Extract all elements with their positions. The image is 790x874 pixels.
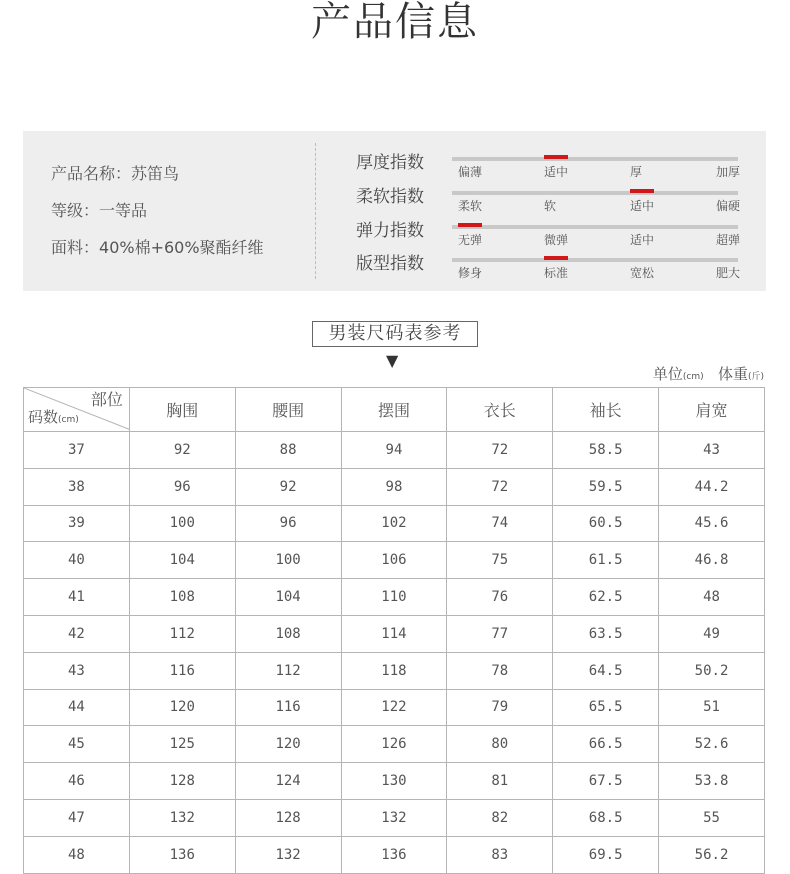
measurement-cell: 82 [447,799,553,836]
measurement-cell: 63.5 [553,615,659,652]
page-title: 产品信息 [311,0,479,45]
index-option: 超弹 [716,233,741,247]
measurement-cell: 88 [235,432,341,469]
size-table [23,387,765,874]
index-option: 加厚 [716,165,741,179]
measurement-cell: 56.2 [659,836,765,873]
measurement-cell: 55 [659,799,765,836]
measurement-cell: 64.5 [553,652,659,689]
unit-label: 单位 [652,365,683,383]
table-row [24,468,765,505]
size-chart-heading: 男装尺码表参考 [312,321,478,347]
index-fit [356,252,746,286]
measurement-cell: 120 [129,689,235,726]
measurement-cell: 43 [659,432,765,469]
product-info-panel [23,131,766,291]
column-header: 摆围 [341,388,447,432]
column-header: 袖长 [553,388,659,432]
index-marker [544,155,568,159]
measurement-cell: 120 [235,726,341,763]
measurement-cell: 69.5 [553,836,659,873]
measurement-cell: 96 [235,505,341,542]
index-option: 宽松 [630,266,655,280]
measurement-cell: 65.5 [553,689,659,726]
index-track [452,225,738,229]
measurement-cell: 132 [235,836,341,873]
grade-label: 等级： [51,201,100,220]
index-option: 柔软 [458,199,483,213]
measurement-cell: 100 [235,542,341,579]
table-row [24,652,765,689]
index-option: 偏硬 [716,199,741,213]
measurement-cell: 75 [447,542,553,579]
size-cell: 43 [24,652,130,689]
index-option: 修身 [458,266,483,280]
measurement-cell: 112 [235,652,341,689]
measurement-cell: 68.5 [553,799,659,836]
index-label: 弹力指数 [356,221,424,241]
size-cell: 41 [24,579,130,616]
product-name-value: 苏笛鸟 [131,164,180,183]
measurement-cell: 114 [341,615,447,652]
measurement-cell: 74 [447,505,553,542]
index-track [452,157,738,161]
measurement-cell: 52.6 [659,726,765,763]
measurement-cell: 46.8 [659,542,765,579]
index-option: 无弹 [458,233,483,247]
table-row [24,763,765,800]
table-corner-cell [24,388,130,432]
size-cell: 42 [24,615,130,652]
measurement-cell: 66.5 [553,726,659,763]
measurement-cell: 102 [341,505,447,542]
measurement-cell: 53.8 [659,763,765,800]
index-thickness [356,151,746,185]
measurement-cell: 60.5 [553,505,659,542]
index-options [452,264,742,284]
index-track [452,191,738,195]
table-row [24,836,765,873]
index-label: 版型指数 [356,254,424,274]
corner-top-label: 部位 [90,390,123,409]
index-option: 偏薄 [458,165,483,179]
column-header: 衣长 [447,388,553,432]
measurement-cell: 94 [341,432,447,469]
index-option: 厚 [630,165,643,179]
grade-line [51,198,264,235]
index-marker [544,256,568,260]
measurement-cell: 132 [129,799,235,836]
index-option: 肥大 [716,266,741,280]
fabric-value: 40%棉+60%聚酯纤维 [99,238,264,257]
index-marker [630,189,654,193]
fabric-label: 面料： [51,238,100,257]
measurement-cell: 92 [235,468,341,505]
index-option: 软 [544,199,557,213]
unit-value: (cm) [682,372,704,382]
measurement-cell: 100 [129,505,235,542]
table-row [24,432,765,469]
index-marker [458,223,482,227]
measurement-cell: 112 [129,615,235,652]
measurement-cell: 132 [341,799,447,836]
weight-unit: (斤) [747,372,764,382]
measurement-cell: 104 [129,542,235,579]
unit-note [653,365,764,386]
measurement-cell: 83 [447,836,553,873]
index-label: 柔软指数 [356,187,424,207]
column-header: 腰围 [235,388,341,432]
index-softness [356,185,746,219]
column-header: 肩宽 [659,388,765,432]
table-row [24,726,765,763]
measurement-cell: 106 [341,542,447,579]
product-name-line [51,161,264,198]
index-options [452,231,742,251]
measurement-cell: 136 [129,836,235,873]
down-arrow-icon: ▼ [386,351,399,370]
size-cell: 39 [24,505,130,542]
table-row [24,505,765,542]
measurement-cell: 128 [235,799,341,836]
size-cell: 37 [24,432,130,469]
measurement-cell: 77 [447,615,553,652]
measurement-cell: 50.2 [659,652,765,689]
table-row [24,689,765,726]
measurement-cell: 72 [447,468,553,505]
measurement-cell: 76 [447,579,553,616]
measurement-cell: 116 [129,652,235,689]
index-options [452,197,742,217]
measurement-cell: 44.2 [659,468,765,505]
measurement-cell: 80 [447,726,553,763]
index-option: 适中 [630,233,655,247]
table-header-row [24,388,765,432]
measurement-cell: 122 [341,689,447,726]
table-row [24,799,765,836]
measurement-cell: 110 [341,579,447,616]
size-cell: 47 [24,799,130,836]
measurement-cell: 116 [235,689,341,726]
measurement-cell: 92 [129,432,235,469]
size-cell: 45 [24,726,130,763]
measurement-cell: 78 [447,652,553,689]
index-label: 厚度指数 [356,153,424,173]
measurement-cell: 126 [341,726,447,763]
measurement-cell: 59.5 [553,468,659,505]
measurement-cell: 67.5 [553,763,659,800]
product-attributes [51,161,264,272]
measurement-cell: 108 [235,615,341,652]
measurement-cell: 104 [235,579,341,616]
corner-bottom-label [28,408,79,429]
table-row [24,542,765,579]
index-option: 标准 [544,266,569,280]
measurement-cell: 58.5 [553,432,659,469]
size-cell: 46 [24,763,130,800]
measurement-cell: 124 [235,763,341,800]
index-track [452,258,738,262]
measurement-cell: 125 [129,726,235,763]
size-cell: 40 [24,542,130,579]
size-cell: 48 [24,836,130,873]
measurement-cell: 108 [129,579,235,616]
measurement-cell: 81 [447,763,553,800]
index-option: 适中 [630,199,655,213]
dashed-divider [315,143,316,279]
measurement-cell: 45.6 [659,505,765,542]
index-options [452,163,742,183]
column-header: 胸围 [129,388,235,432]
index-option: 微弹 [544,233,569,247]
measurement-cell: 96 [129,468,235,505]
measurement-cell: 62.5 [553,579,659,616]
product-name-label: 产品名称： [51,164,132,183]
measurement-cell: 51 [659,689,765,726]
measurement-cell: 136 [341,836,447,873]
measurement-cell: 130 [341,763,447,800]
size-cell: 38 [24,468,130,505]
measurement-cell: 49 [659,615,765,652]
table-row [24,579,765,616]
index-option: 适中 [544,165,569,179]
index-elasticity [356,219,746,253]
corner-bottom-text: 码数 [28,408,59,426]
size-cell: 44 [24,689,130,726]
measurement-cell: 128 [129,763,235,800]
table-row [24,615,765,652]
measurement-cell: 79 [447,689,553,726]
fabric-line [51,235,264,272]
measurement-cell: 118 [341,652,447,689]
measurement-cell: 48 [659,579,765,616]
measurement-cell: 72 [447,432,553,469]
weight-label: 体重 [717,365,748,383]
corner-bottom-unit: (cm) [58,415,79,425]
measurement-cell: 61.5 [553,542,659,579]
measurement-cell: 98 [341,468,447,505]
grade-value: 一等品 [99,201,148,220]
